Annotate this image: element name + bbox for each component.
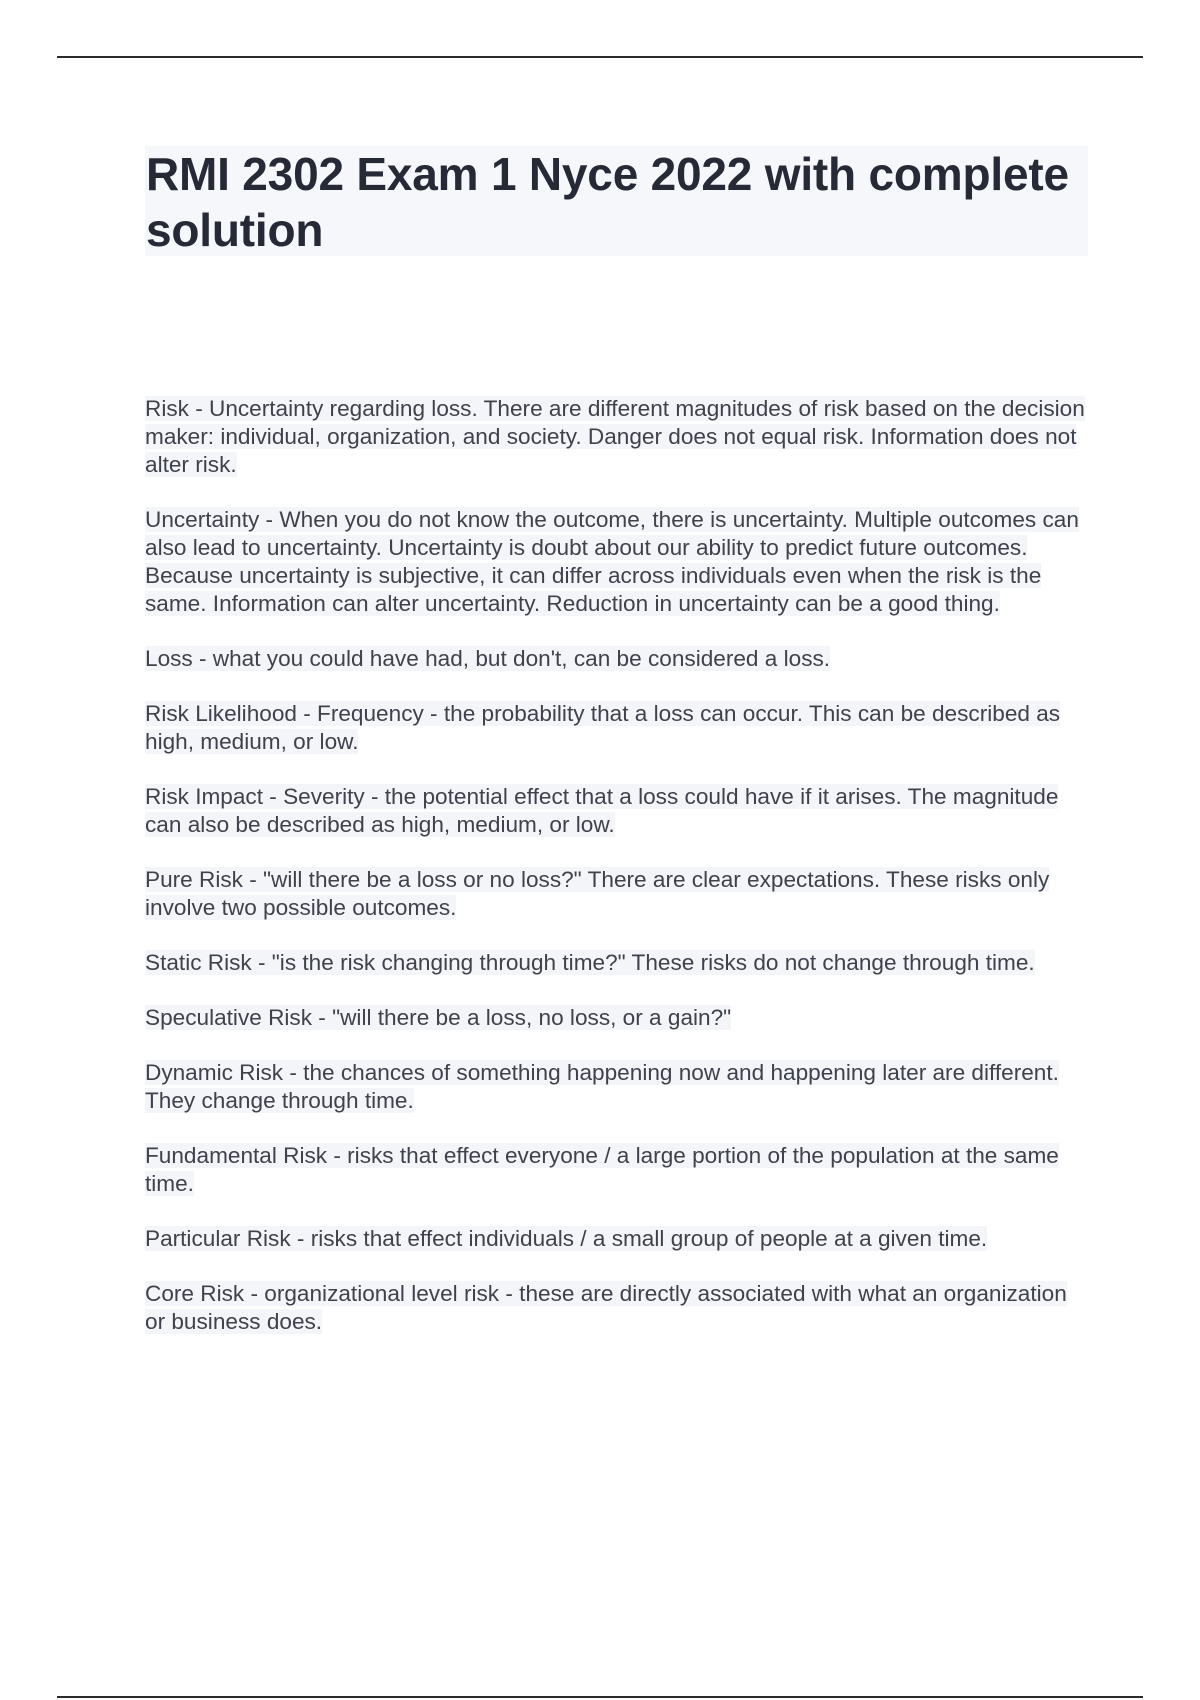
entry-text: Dynamic Risk - the chances of something happening now and happening later are different. They change through time. [145,1060,1059,1113]
entry-text: Uncertainty - When you do not know the outcome, there is uncertainty. Multiple outcomes can also lead to uncertainty. Uncertainty is doubt about our ability to predict future outcomes. Because uncertainty is subjective, it can differ across individuals even when the risk is the same. Information can alter uncertainty. Reduction in uncertainty can be a good thing. [145,507,1079,616]
entry-dynamic-risk [145,1059,1085,1115]
entry-text: Static Risk - "is the risk changing through time?" These risks do not change through time. [145,950,1035,975]
entry-risk-likelihood [145,700,1085,756]
top-rule [57,56,1143,58]
entry-text: Speculative Risk - "will there be a loss, no loss, or a gain?" [145,1005,732,1030]
entry-speculative-risk [145,1004,1085,1032]
entry-text: Risk Impact - Severity - the potential effect that a loss could have if it arises. The magnitude can also be described as high, medium, or low. [145,784,1059,837]
entry-particular-risk [145,1225,1085,1253]
entry-pure-risk [145,866,1085,922]
entry-text: Fundamental Risk - risks that effect everyone / a large portion of the population at the same time. [145,1143,1059,1196]
entry-static-risk [145,949,1085,977]
entry-risk-impact [145,783,1085,839]
bottom-rule [57,1696,1143,1698]
entry-text: Risk Likelihood - Frequency - the probability that a loss can occur. This can be described as high, medium, or low. [145,701,1061,754]
entry-text: Pure Risk - "will there be a loss or no loss?" There are clear expectations. These risks only involve two possible outcomes. [145,867,1050,920]
entry-text: Core Risk - organizational level risk - these are directly associated with what an organization or business does. [145,1281,1067,1334]
entry-fundamental-risk [145,1142,1085,1198]
entry-text: Loss - what you could have had, but don't, can be considered a loss. [145,646,831,671]
title-block [145,146,1088,256]
entry-loss [145,645,1085,673]
entry-core-risk [145,1280,1085,1336]
entry-text: Risk - Uncertainty regarding loss. There are different magnitudes of risk based on the decision maker: individual, organization, and society. Danger does not equal risk. Information does not alter risk. [145,396,1085,477]
entry-text: Particular Risk - risks that effect individuals / a small group of people at a given time. [145,1226,988,1251]
entry-uncertainty [145,506,1085,618]
document-body [145,395,1085,1363]
document-title: RMI 2302 Exam 1 Nyce 2022 with complete solution [146,148,1069,256]
entry-risk [145,395,1085,479]
